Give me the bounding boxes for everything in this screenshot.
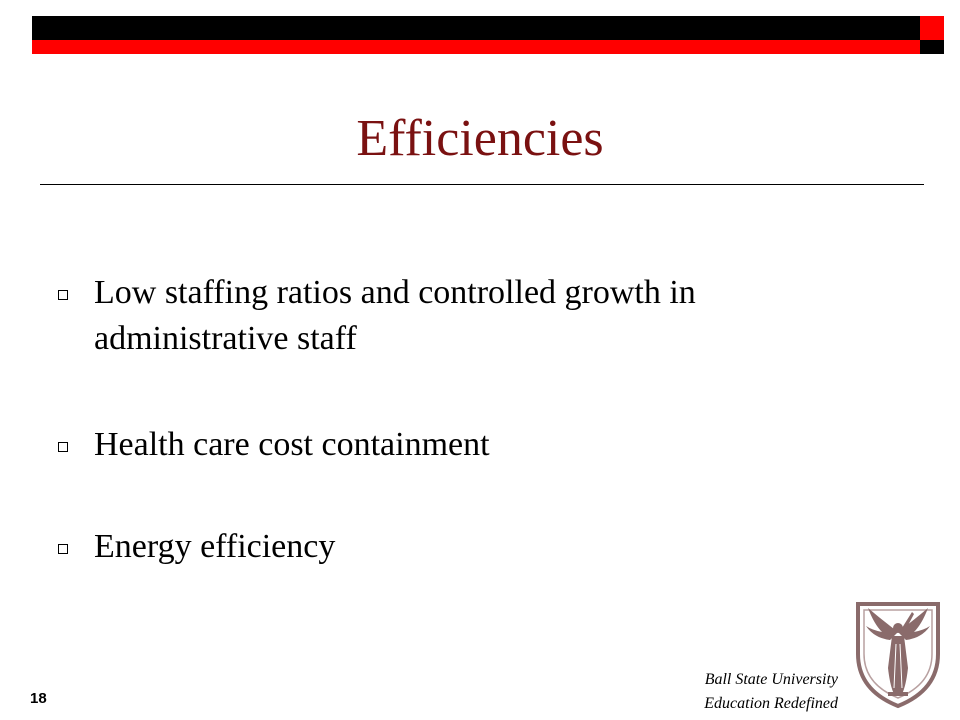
- bullet-text: Energy efficiency: [94, 528, 336, 565]
- footer-text: [640, 668, 838, 716]
- title-divider: [40, 184, 924, 185]
- header-bar-red: [32, 40, 920, 54]
- header-square-red: [920, 16, 944, 40]
- bullet-text: Health care cost containment: [94, 426, 490, 463]
- bullet-text: Low staffing ratios and controlled growth in administrative staff: [94, 274, 696, 357]
- university-shield-logo-icon: [852, 598, 944, 710]
- hollow-square-icon: [58, 442, 68, 452]
- bullet-item: [58, 422, 878, 468]
- slide-title: Efficiencies: [356, 110, 604, 167]
- hollow-square-icon: [58, 290, 68, 300]
- bullet-item: [58, 524, 878, 570]
- header-bar-black: [32, 16, 920, 40]
- footer-university: Ball State University: [704, 671, 838, 688]
- header-square-black: [920, 40, 944, 54]
- footer-tagline: Education Redefined: [704, 695, 838, 712]
- hollow-square-icon: [58, 544, 68, 554]
- bullet-item: [58, 270, 878, 362]
- slide-number: 18: [30, 690, 47, 707]
